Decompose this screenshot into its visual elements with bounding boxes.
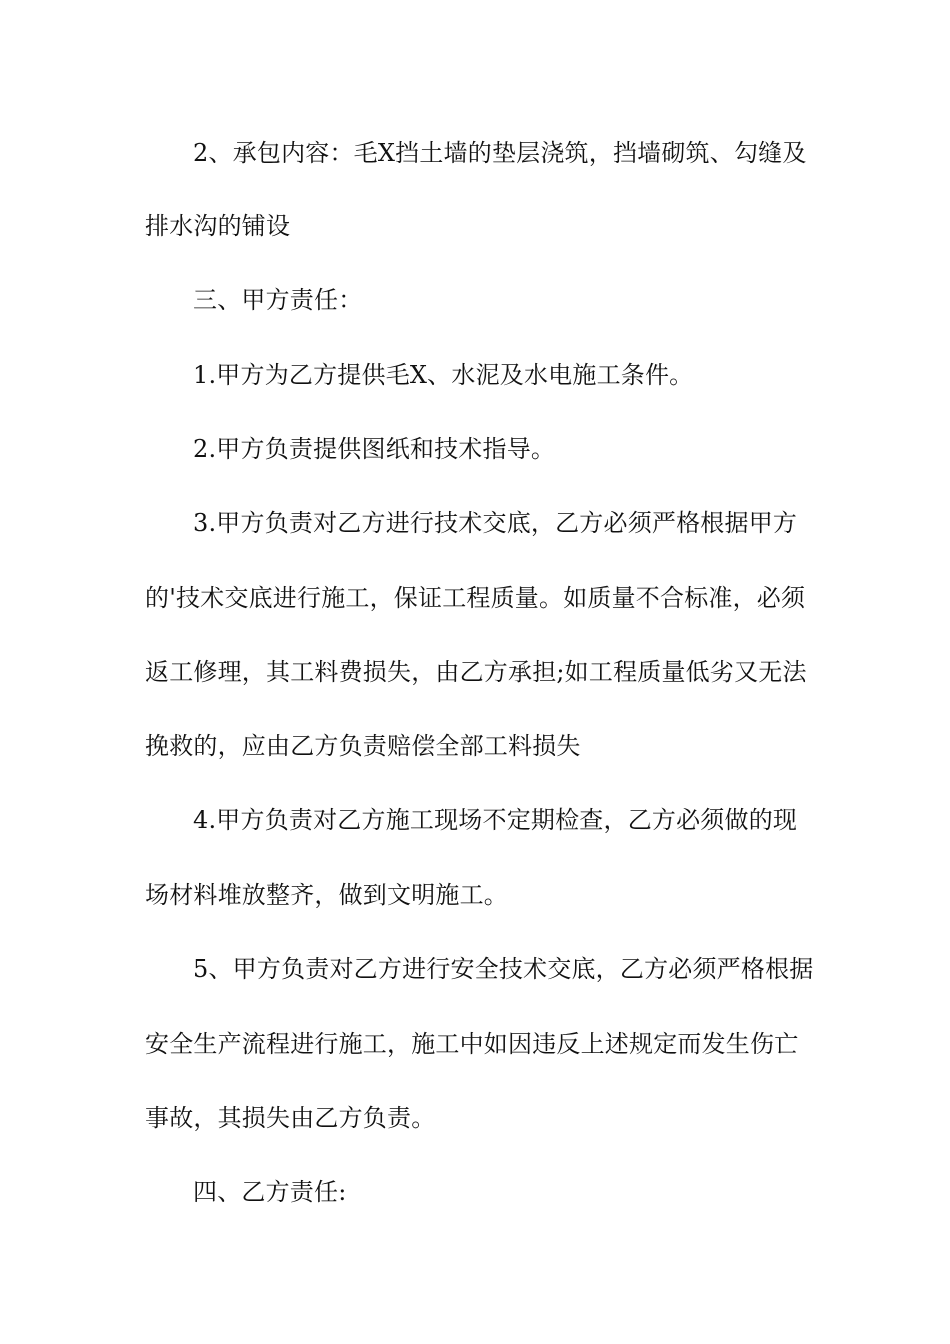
list-item-5-line-2: 安全生产流程进行施工，施工中如因违反上述规定而发生伤亡 bbox=[145, 1030, 799, 1058]
list-item-1: 1.甲方为乙方提供毛X、水泥及水电施工条件。 bbox=[193, 361, 694, 389]
list-item-5-line-3: 事故，其损失由乙方负责。 bbox=[145, 1104, 436, 1132]
paragraph-contract-scope-line-2: 排水沟的铺设 bbox=[145, 212, 291, 240]
paragraph-contract-scope-line-1: 2、承包内容：毛X挡土墙的垫层浇筑，挡墙砌筑、勾缝及 bbox=[193, 139, 807, 167]
list-item-3-line-4: 挽救的，应由乙方负责赔偿全部工料损失 bbox=[145, 732, 581, 760]
list-item-3-line-1: 3.甲方负责对乙方进行技术交底，乙方必须严格根据甲方 bbox=[193, 509, 798, 537]
section-heading-party-a-responsibilities: 三、甲方责任： bbox=[193, 286, 363, 314]
list-item-3-line-2: 的'技术交底进行施工，保证工程质量。如质量不合标准，必须 bbox=[145, 584, 806, 612]
list-item-4-line-1: 4.甲方负责对乙方施工现场不定期检查，乙方必须做的现 bbox=[193, 806, 798, 834]
section-heading-party-b-responsibilities: 四、乙方责任: bbox=[193, 1178, 347, 1206]
list-item-3-line-3: 返工修理，其工料费损失，由乙方承担;如工程质量低劣又无法 bbox=[145, 658, 807, 686]
list-item-4-line-2: 场材料堆放整齐，做到文明施工。 bbox=[145, 881, 508, 909]
list-item-2: 2.甲方负责提供图纸和技术指导。 bbox=[193, 435, 556, 463]
list-item-5-line-1: 5、甲方负责对乙方进行安全技术交底，乙方必须严格根据 bbox=[193, 955, 814, 983]
